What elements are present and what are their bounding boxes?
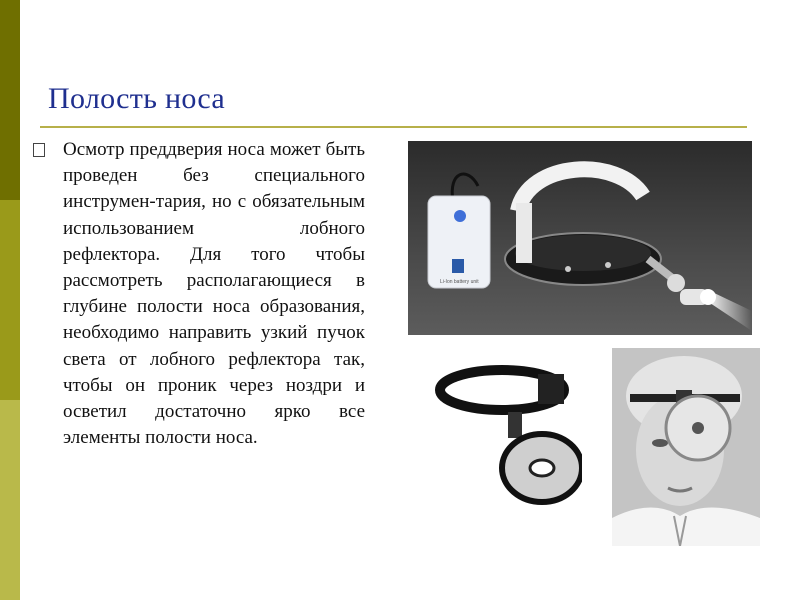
doctor-with-reflector-photo [612,348,760,546]
sidebar-band-dark [0,0,20,200]
bullet-icon [33,143,45,157]
sidebar-band-light [0,400,20,600]
headlamp-photo [408,141,752,335]
decorative-sidebar [0,0,20,600]
battery-label: Li-Ion battery unit [440,279,479,285]
sidebar-band-mid [0,200,20,400]
body-paragraph: Осмотр преддверия носа может быть проведен без специального инструмен-тария, но с обязательным использованием лобного рефлектора. Для того чтобы рассмотреть располагающиеся в глубине полости носа образования, необходимо направить узкий пучок света от лобного рефлектора так, чтобы он проник через ноздри и осветил достаточно ярко все элементы полости носа. [63,139,365,449]
slide-title: Полость носа [48,82,225,115]
title-divider [40,126,747,128]
head-reflector-photo [430,350,582,510]
